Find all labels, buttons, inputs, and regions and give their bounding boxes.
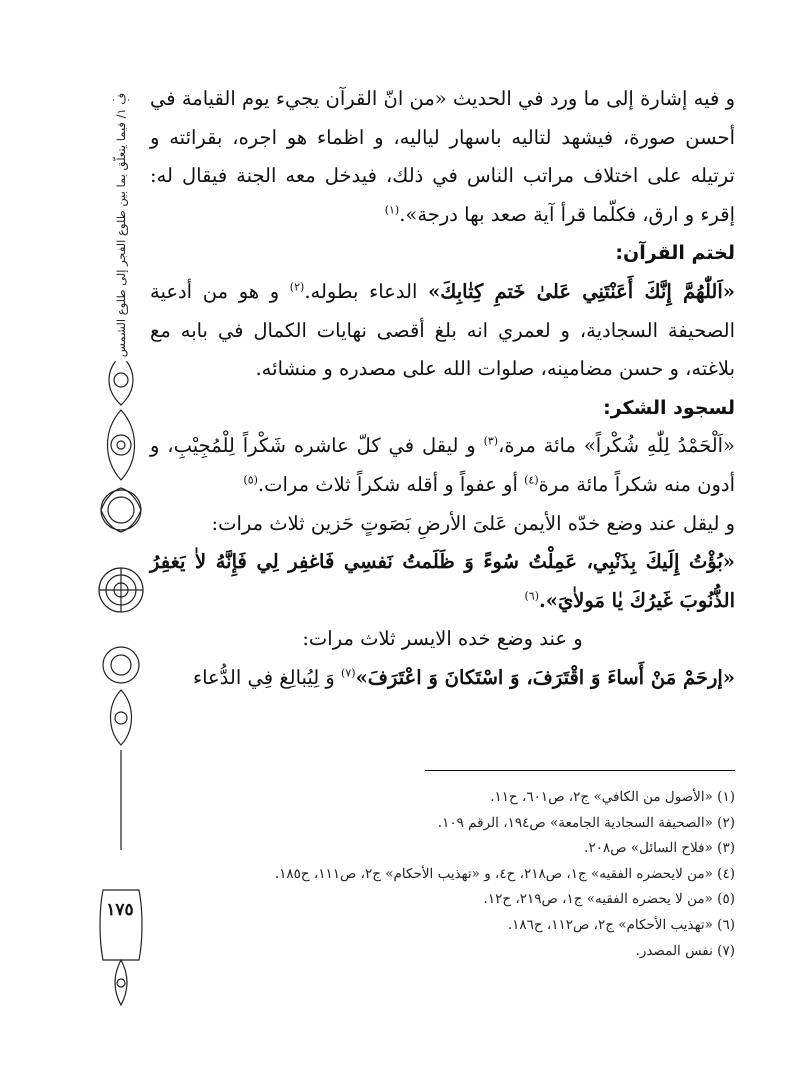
footnote-ref: (٧)	[341, 666, 356, 680]
footnote-item: (٥) «من لا يحضره الفقيه» ج١، ص٢١٩، ح١٢.	[483, 891, 735, 908]
paragraph-khatm: «اَللّٰهُمَّ إِنَّكَ أَعَنْتَنِي عَلىٰ خَتمِ كِتٰابِكَ» الدعاء بطوله.$^{(٢)}$ و هو من أدعية الصحيفة السجادية، و لعمري انه بلغ أقصى نهايات الكمال في بابه مع بلاغته، و حسن مضامينه، صلوات الله على مصدره و منشائه.	[150, 279, 735, 381]
footnote-ref: (٦)	[524, 589, 540, 603]
footnote-ref: (١)	[384, 203, 400, 217]
paragraph-dua-dhanb: «بُؤْتُ إِلَيكَ بِذَنْبِي، عَمِلْتُ سُوءً وَ ظَلَمتُ نَفسِي فَاغفِر لِي فَإِنَّهُ لاٰ يَغفِرُ الذُّنُوبَ غَيرُكَ يٰا مَولاٰيَ».$^{(٦)}$	[150, 550, 735, 612]
footnote-item: (٣) «فلاح السائل» ص٢٠٨.	[584, 840, 735, 857]
footnote-ref: (٣)	[483, 434, 499, 448]
footnote-ref: (٥)	[243, 473, 258, 487]
paragraph-right-cheek: و ليقل عند وضع خدّه الأيمن عَلىَ الأرضِ بَصَوتٍ حَزين ثلاث مرات:	[211, 511, 735, 535]
footnote-item: (٦) «تهذيب الأحكام» ج٢، ص١١٢، ح١٨٦.	[507, 916, 735, 933]
footnote-item: (٤) «من لايحضره الفقيه» ج١، ص٢١٨، ح٤، و «تهذيب الأحكام» ج٢، ص١١١، ح١٨٥.	[274, 865, 735, 882]
running-chapter-title: ف ١/ فيما يتعلّق بما بين طلوع الفجر إلى طلوع الشمس	[114, 89, 128, 361]
page-number: ١٧٥	[106, 900, 134, 920]
paragraph-dua-irham: «إرحَمْ مَنْ أَساءَ وَ اقْتَرَفَ، وَ اسْتَكانَ وَ اعْتَرَفَ»$^{(٧)}$ وَ لِيُبالِغ فِي الدُّعاء	[192, 665, 735, 689]
section-heading-sujood: لسجود الشكر:	[603, 396, 735, 419]
footnote-ref: (٤)	[524, 473, 539, 487]
footnote-item: (٧) نفس المصدر.	[635, 942, 735, 959]
paragraph-hadith: و فيه إشارة إلى ما ورد في الحديث «من انّ القرآن يجيء يوم القيامة في أحسن صورة، فيشهد لتاليه باسهار لياليه، و اظماء هو اجره، بقرائته و ترتيله على اختلاف مراتب الناس في ذلك، فيدخل معه الجنة فيقال له: إقرء و ارق، فكلّما قرأ آية صعد بها درجة».$^{(١)}$	[150, 87, 735, 226]
paragraph-shukr: «اَلْحَمْدُ لِلّٰهِ شُكْراً» مائة مرة،$^{(٣)}$ و ليقل في كلّ عاشره شَكْراً لِلْمُجِيْبِ، و أدون منه شكراً مائة مرة$^{(٤)}$ أو عفواً و أقله شكراً ثلاث مرات.$^{(٥)}$	[150, 434, 735, 496]
footnote-ref: (٢)	[289, 280, 305, 294]
footnote-item: (٢) «الصحيفة السجادية الجامعة» ص١٩٤، الرقم ١٠٩.	[437, 814, 735, 831]
main-text	[150, 80, 735, 698]
section-heading-khatm: لختم القرآن:	[615, 242, 735, 265]
footnote-item: (١) «الأصول من الكافي» ج٢، ص٦٠١، ح١١.	[490, 789, 735, 805]
footnotes	[150, 785, 735, 964]
paragraph-left-cheek: و عند وضع خده الايسر ثلاث مرات:	[302, 627, 583, 651]
footnote-separator	[425, 770, 735, 771]
